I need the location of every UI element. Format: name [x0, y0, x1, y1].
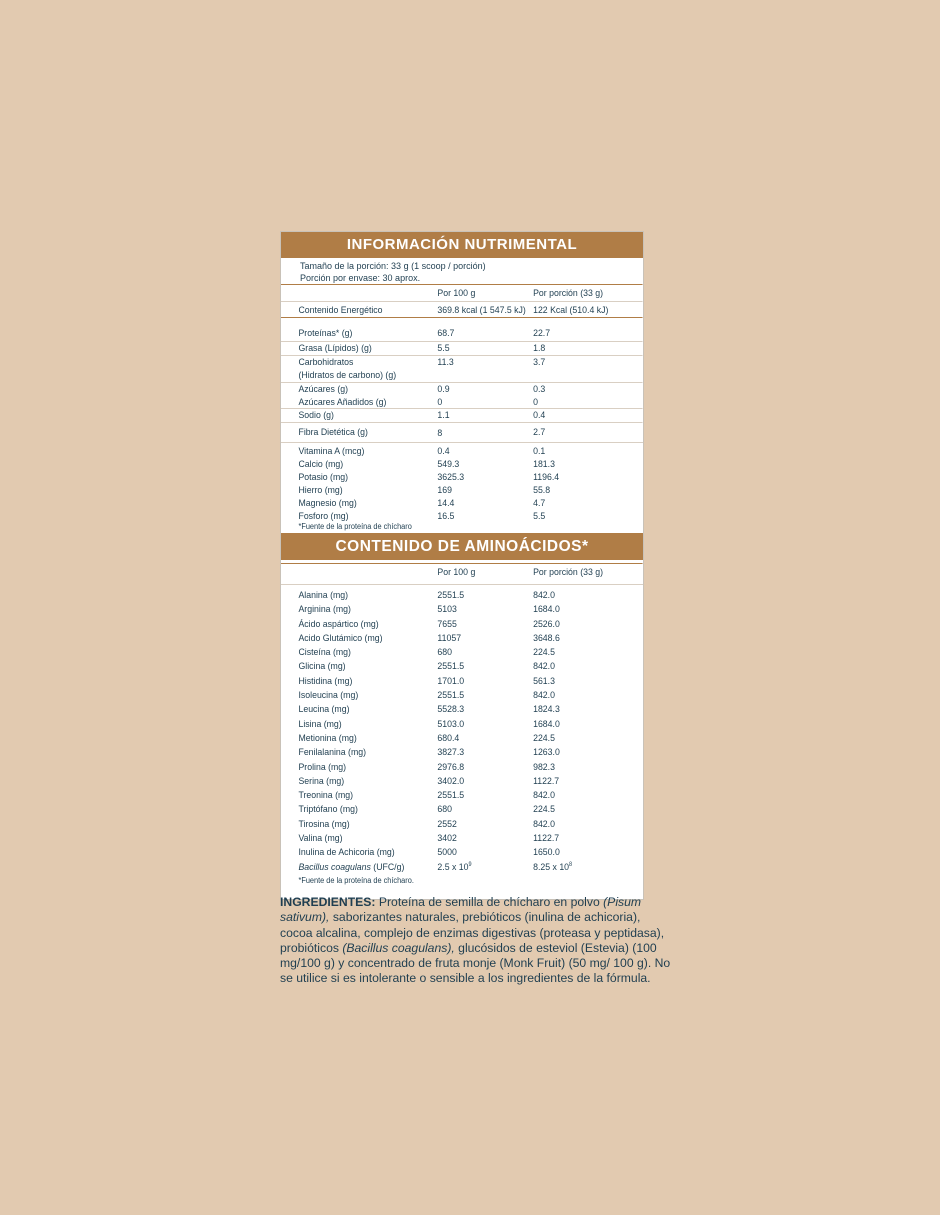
col-header-100g: Por 100 g	[437, 288, 476, 299]
row-name: Fibra Dietética (g)	[298, 427, 368, 438]
row-per100: 680.4	[437, 732, 460, 744]
row-per100: 2551.5	[437, 690, 465, 702]
energy-row	[281, 301, 643, 317]
row-portion: 1684.0	[533, 604, 560, 616]
row-name: Contenido Energético	[298, 305, 383, 316]
row-name: Cisteína (mg)	[298, 647, 351, 659]
row-portion: 842.0	[533, 790, 555, 802]
table-row	[281, 603, 643, 617]
table-row	[281, 317, 643, 341]
ingredients-italic: (Pisum sativum),	[280, 895, 642, 925]
row-name: Isoleucina (mg)	[298, 690, 359, 702]
row-name: Valina (mg)	[298, 833, 343, 845]
row-name: Grasa (Lípidos) (g)	[298, 343, 372, 354]
row-per100: 5528.3	[437, 704, 465, 716]
table-row	[281, 458, 643, 471]
nutrition-title: INFORMACIÓN NUTRIMENTAL	[281, 232, 643, 258]
row-per100: 11.3	[437, 357, 454, 368]
row-per100: 3402.0	[437, 775, 465, 787]
amino-list	[281, 589, 643, 861]
row-name: Hierro (mg)	[298, 485, 343, 496]
row-portion: 0.3	[533, 384, 546, 395]
row-portion	[533, 861, 572, 874]
serving-size: Tamaño de la porción: 33 g (1 scoop / porción)	[300, 261, 486, 271]
row-per100: 68.7	[437, 328, 455, 339]
row-per100: 2551.5	[437, 661, 465, 673]
row-per100	[437, 861, 471, 874]
footnote-text: *Fuente de la proteína de chícharo.	[298, 875, 414, 885]
row-portion: 2.7	[533, 427, 546, 438]
row-name: Fosforo (mg)	[298, 511, 349, 522]
row-per100: 7655	[437, 618, 457, 630]
row-per100: 369.8 kcal (1 547.5 kJ)	[437, 305, 526, 316]
row-per100: 3625.3	[437, 472, 465, 483]
col-header-portion: Por porción (33 g)	[533, 567, 604, 578]
row-per100: 2552	[437, 818, 457, 830]
row-per100: 5103	[437, 604, 457, 616]
per100-exp: 9	[468, 861, 472, 868]
table-row	[281, 818, 643, 832]
per100-base: 2.5 x 10	[437, 861, 469, 873]
row-name: Arginina (mg)	[298, 604, 351, 616]
row-portion: 55.8	[533, 485, 551, 496]
row-name: Inulina de Achicoria (mg)	[298, 847, 395, 859]
portion-base: 8.25 x 10	[533, 861, 570, 873]
row-name: Acido Glutámico (mg)	[298, 632, 383, 644]
row-per100: 2551.5	[437, 590, 465, 601]
row-name: Azúcares (g)	[298, 384, 349, 395]
row-name: Triptófano (mg)	[298, 804, 358, 816]
table-row	[281, 355, 643, 382]
table-row	[281, 746, 643, 760]
table-row	[281, 341, 643, 355]
table-row	[281, 775, 643, 789]
row-name: Histidina (mg)	[298, 675, 353, 687]
row-name: Prolina (mg)	[298, 761, 347, 773]
row-name: Glicina (mg)	[298, 661, 346, 673]
row-per100: 0.4	[437, 446, 450, 457]
row-name: Sodio (g)	[298, 410, 334, 421]
table-row	[281, 382, 643, 396]
bacillus-name: Bacillus coagulans	[298, 861, 371, 873]
row-portion: 5.5	[533, 511, 546, 522]
table-row	[281, 445, 643, 458]
row-per100: 5000	[437, 847, 457, 859]
row-name: Azúcares Añadidos (g)	[298, 397, 387, 408]
table-row	[281, 660, 643, 674]
row-name: Vitamina A (mcg)	[298, 446, 365, 457]
row-per100: 2551.5	[437, 790, 465, 802]
row-portion: 3648.6	[533, 632, 560, 644]
row-name: Ácido aspártico (mg)	[298, 618, 379, 630]
row-per100: 1701.0	[437, 675, 465, 687]
row-portion: 1.8	[533, 343, 546, 354]
servings-per-container: Porción por envase: 30 aprox.	[300, 273, 421, 283]
portion-exp: 8	[569, 861, 573, 868]
row-portion: 842.0	[533, 818, 555, 830]
row-portion: 1684.0	[533, 718, 560, 730]
row-portion: 1196.4	[533, 472, 560, 483]
row-per100: 2976.8	[437, 761, 465, 773]
row-name: Lisina (mg)	[298, 718, 342, 730]
nutrition-label	[280, 231, 644, 900]
row-portion: 224.5	[533, 804, 555, 816]
table-row	[281, 646, 643, 660]
row-portion: 3.7	[533, 357, 546, 368]
row-portion: 181.3	[533, 459, 555, 470]
footnote-text: *Fuente de la proteína de chícharo	[298, 522, 412, 531]
row-portion: 842.0	[533, 661, 555, 673]
row-name: Calcio (mg)	[298, 459, 344, 470]
row-name: Proteínas* (g)	[298, 328, 353, 339]
row-name: Treonina (mg)	[298, 790, 354, 802]
table-row	[281, 718, 643, 732]
table-row	[281, 471, 643, 484]
table-row	[281, 689, 643, 703]
table-row	[281, 484, 643, 497]
row-per100: 5103.0	[437, 718, 465, 730]
row-name: Leucina (mg)	[298, 704, 350, 716]
row-name: Fenilalanina (mg)	[298, 747, 367, 759]
table-row	[281, 510, 643, 521]
table-row	[281, 422, 643, 442]
row-name: Potasio (mg)	[298, 472, 349, 483]
row-portion: 842.0	[533, 690, 555, 702]
row-per100: 3402	[437, 833, 457, 845]
row-portion: 224.5	[533, 647, 555, 659]
row-name: Alanina (mg)	[298, 590, 349, 601]
ingredients-part: glucósidos de esteviol (Estevia) (100 mg/100 g) y concentrado de fruta monje (Monk Fruit) (50 mg/ 100 g). No se utilice si es intolerante o sensible a los ingredientes de la fórmula.	[280, 940, 671, 986]
ingredients-text	[280, 895, 672, 987]
row-portion: 561.3	[533, 675, 555, 687]
row-portion: 0.1	[533, 446, 546, 457]
row-portion: 2526.0	[533, 618, 560, 630]
ingredients-label: INGREDIENTES:	[280, 895, 376, 909]
row-portion: 0	[533, 397, 538, 408]
table-row	[281, 732, 643, 746]
row-name: Metionina (mg)	[298, 732, 357, 744]
row-per100: 8	[437, 428, 443, 439]
table-row	[281, 497, 643, 510]
bacillus-unit: (UFC/g)	[370, 861, 405, 873]
table-row	[281, 832, 643, 846]
table-row	[281, 761, 643, 775]
table-row	[281, 803, 643, 817]
row-per100: 0	[437, 397, 443, 408]
table-row	[281, 675, 643, 689]
row-per100: 5.5	[437, 343, 450, 354]
row-name: Magnesio (mg)	[298, 498, 357, 509]
amino-title: CONTENIDO DE AMINOÁCIDOS*	[281, 533, 643, 560]
row-name: Tirosina (mg)	[298, 818, 350, 830]
nutrition-footnote	[281, 521, 643, 533]
table-row	[281, 408, 643, 422]
row-per100: 0.9	[437, 384, 450, 395]
row-per100: 680	[437, 804, 452, 816]
row-portion: 982.3	[533, 761, 555, 773]
table-row	[281, 618, 643, 632]
row-per100: 11057	[437, 632, 462, 644]
ingredients-part: saborizantes naturales, prebióticos (inulina de achicoria), cocoa alcalina, complejo de enzimas digestivas (proteasa y peptidasa), probióticos	[280, 910, 665, 955]
row-portion: 1122.7	[533, 833, 560, 845]
row-portion: 1824.3	[533, 704, 560, 716]
row-per100: 549.3	[437, 459, 460, 470]
table-row	[281, 396, 643, 408]
row-per100: 169	[437, 485, 452, 496]
amino-column-headers	[281, 563, 643, 584]
row-per100: 1.1	[437, 410, 450, 421]
row-per100: 16.5	[437, 511, 455, 522]
row-per100: 3827.3	[437, 747, 465, 759]
row-name: Serina (mg)	[298, 775, 345, 787]
col-header-portion: Por porción (33 g)	[533, 288, 604, 299]
table-row	[281, 703, 643, 717]
row-name-2: (Hidratos de carbono) (g)	[298, 370, 397, 381]
row-portion: 4.7	[533, 498, 546, 509]
nutrition-column-headers	[281, 284, 643, 301]
ingredients-italic: (Bacillus coagulans),	[342, 940, 455, 955]
serving-info	[281, 258, 643, 284]
row-per100: 14.4	[437, 498, 455, 509]
amino-rows	[281, 584, 643, 899]
row-portion: 224.5	[533, 732, 555, 744]
row-portion: 1650.0	[533, 847, 560, 859]
row-portion: 0.4	[533, 410, 546, 421]
table-row	[281, 846, 643, 860]
row-portion: 122 Kcal (510.4 kJ)	[533, 305, 609, 316]
bacillus-row	[281, 861, 643, 875]
row-portion: 842.0	[533, 590, 555, 601]
table-row	[281, 589, 643, 603]
row-portion: 1263.0	[533, 747, 560, 759]
row-portion: 1122.7	[533, 775, 560, 787]
minerals-block	[281, 442, 643, 533]
row-per100: 680	[437, 647, 452, 659]
row-name	[298, 861, 404, 874]
table-row	[281, 789, 643, 803]
row-portion: 22.7	[533, 328, 551, 339]
row-name: Carbohidratos	[298, 357, 354, 368]
ingredients-part: Proteína de semilla de chícharo en polvo	[375, 895, 604, 909]
table-row	[281, 632, 643, 646]
col-header-100g: Por 100 g	[437, 567, 476, 578]
